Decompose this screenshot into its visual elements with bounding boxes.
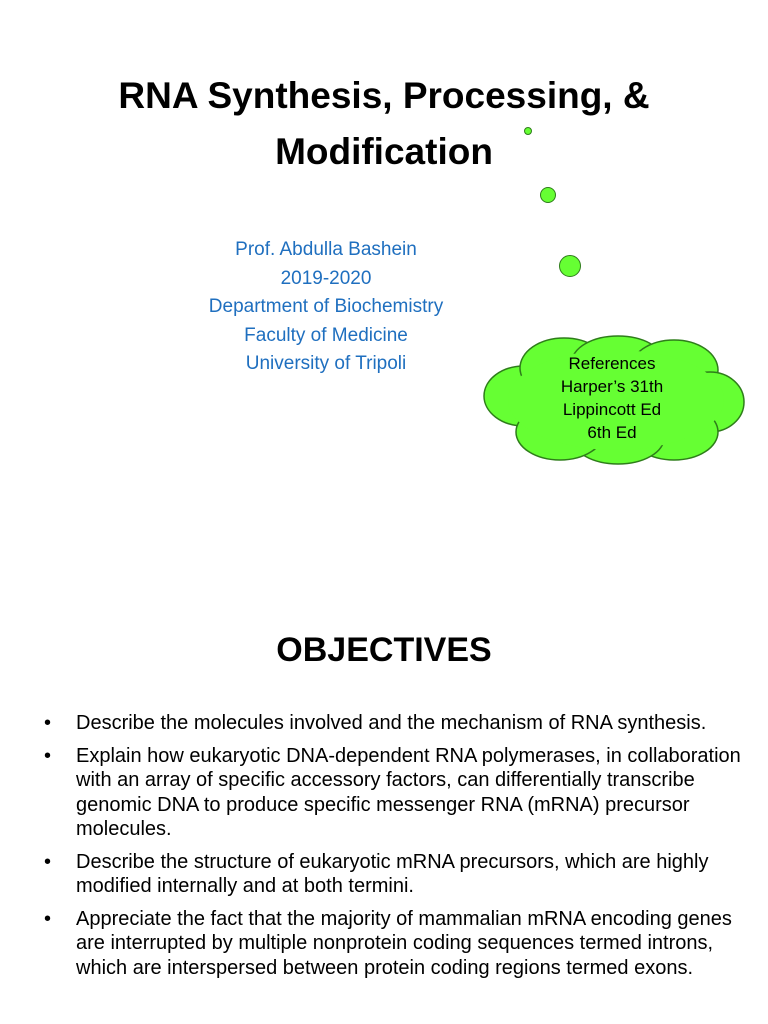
faculty: Faculty of Medicine [244, 324, 408, 346]
slide-title [0, 68, 768, 180]
objective-item: • Describe the structure of eukaryotic mRNA precursors, which are highly modified internally and at both termini. [42, 850, 742, 899]
author-block [160, 236, 492, 379]
department: Department of Biochemistry [208, 296, 444, 317]
objective-item: • Explain how eukaryotic DNA-dependent RNA polymerases, in collaboration with an array of specific accessory factors, can differentially transcribe genomic DNA to produce specific messenger RNA (mRNA) precursor molecules. [42, 744, 742, 842]
reference-harper: Harper’s 31th [560, 377, 664, 396]
objective-item: • Describe the molecules involved and the mechanism of RNA synthesis. [42, 711, 742, 736]
author-name: Prof. Abdulla Bashein [235, 239, 417, 260]
objectives-list [42, 711, 742, 988]
objective-item: • Appreciate the fact that the majority of mammalian mRNA encoding genes are interrupted by multiple nonprotein coding sequences termed introns, which are interspersed between protein coding regions termed exons. [42, 907, 742, 981]
academic-year: 2019-2020 [280, 267, 372, 289]
references-heading: References [568, 354, 656, 373]
thought-bubble-medium [540, 187, 556, 203]
objectives-heading: OBJECTIVES [276, 631, 492, 669]
thought-bubble-large [559, 255, 581, 277]
title-line-2: Modification [275, 131, 493, 172]
references-text [478, 352, 746, 444]
reference-edition: 6th Ed [587, 423, 637, 442]
university: University of Tripoli [245, 353, 407, 374]
title-line-1: RNA Synthesis, Processing, & [118, 75, 650, 116]
thought-bubble-small [524, 127, 532, 135]
reference-lippincott: Lippincott Ed [562, 400, 662, 419]
